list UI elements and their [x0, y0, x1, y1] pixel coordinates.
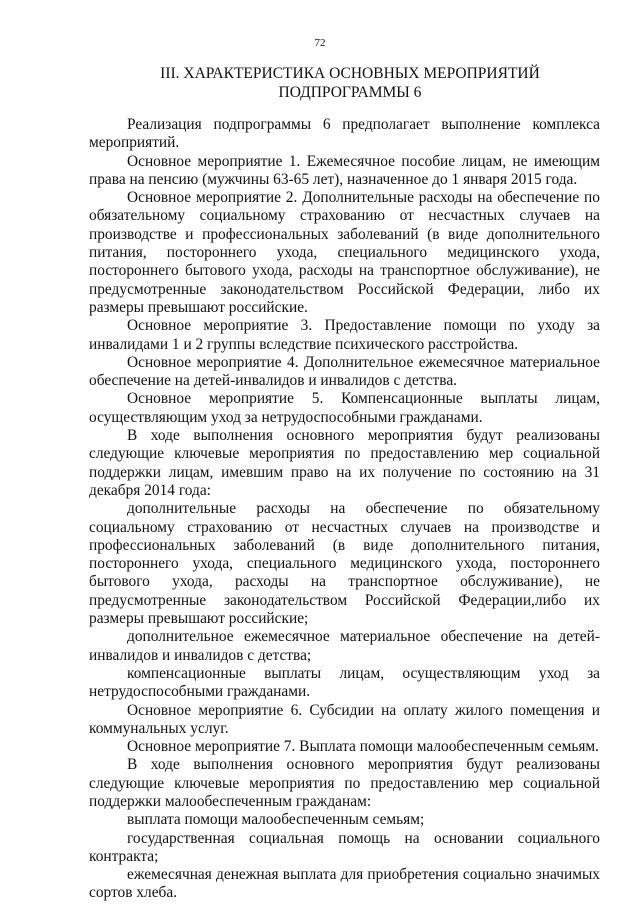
- paragraph: Основное мероприятие 2. Дополнительные расходы на обеспечение по обязательному социальному страхованию от несчастных случаев на производстве и профессиональных заболеваний (в виде дополнительного питания, постороннего ухода, специального медицинского ухода, постороннего бытового ухода, расходы на транспортное обслуживание), не предусмотренные законодательством Российской Федерации, либо их размеры превышают российские.: [89, 189, 600, 316]
- paragraph: Основное мероприятие 3. Предоставление помощи по уходу за инвалидами 1 и 2 группы вследствие психического расстройства.: [89, 317, 600, 353]
- list-item: государственная социальная помощь на основании социального контракта;: [89, 829, 600, 865]
- list-item: компенсационные выплаты лицам, осуществляющим уход за нетрудоспособными гражданами.: [89, 664, 600, 701]
- paragraph: Основное мероприятие 6. Субсидии на оплату жилого помещения и коммунальных услуг.: [89, 701, 600, 737]
- paragraph: Основное мероприятие 1. Ежемесячное пособие лицам, не имеющим права на пенсию (мужчины 63-65 лет), назначенное до 1 января 2015 года.: [89, 152, 600, 188]
- section-title-line-2: ПОДПРОГРАММЫ 6: [278, 84, 422, 101]
- paragraph: Реализация подпрограммы 6 предполагает выполнение комплекса мероприятий.: [89, 116, 600, 152]
- page-number: 72: [314, 37, 326, 49]
- paragraph: В ходе выполнения основного мероприятия будут реализованы следующие ключевые мероприятия по предоставлению мер социальной поддержки малообеспеченным гражданам:: [89, 756, 600, 810]
- list-item: выплата помощи малообеспеченным семьям;: [127, 811, 425, 829]
- section-title: [90, 64, 610, 102]
- paragraph: В ходе выполнения основного мероприятия будут реализованы следующие ключевые мероприятия по предоставлению мер социальной поддержки лицам, имевшим право на их получение по состоянию на 31 декабря 2014 года:: [89, 427, 600, 499]
- list-item: ежемесячная денежная выплата для приобретения социально значимых сортов хлеба.: [89, 866, 600, 902]
- section-title-line-1: III. ХАРАКТЕРИСТИКА ОСНОВНЫХ МЕРОПРИЯТИЙ: [160, 65, 540, 82]
- paragraph: Основное мероприятие 7. Выплата помощи малообеспеченным семьям.: [127, 738, 600, 756]
- document-body: [89, 116, 600, 903]
- list-item: дополнительное ежемесячное материальное обеспечение на детей-инвалидов и инвалидов с детства;: [89, 628, 600, 664]
- paragraph: Основное мероприятие 4. Дополнительное ежемесячное материальное обеспечение на детей-инвалидов и инвалидов с детства.: [89, 353, 600, 390]
- paragraph: Основное мероприятие 5. Компенсационные выплаты лицам, осуществляющим уход за нетрудоспособными гражданами.: [89, 390, 600, 426]
- list-item: дополнительные расходы на обеспечение по обязательному социальному страхованию от несчастных случаев на производстве и профессиональных заболеваний (в виде дополнительного питания, постороннего ухода, специального медицинского ухода, постороннего бытового ухода, расходы на транспортное обслуживание), не предусмотренные законодательством Российской Федерации,либо их размеры превышают российские;: [89, 500, 600, 628]
